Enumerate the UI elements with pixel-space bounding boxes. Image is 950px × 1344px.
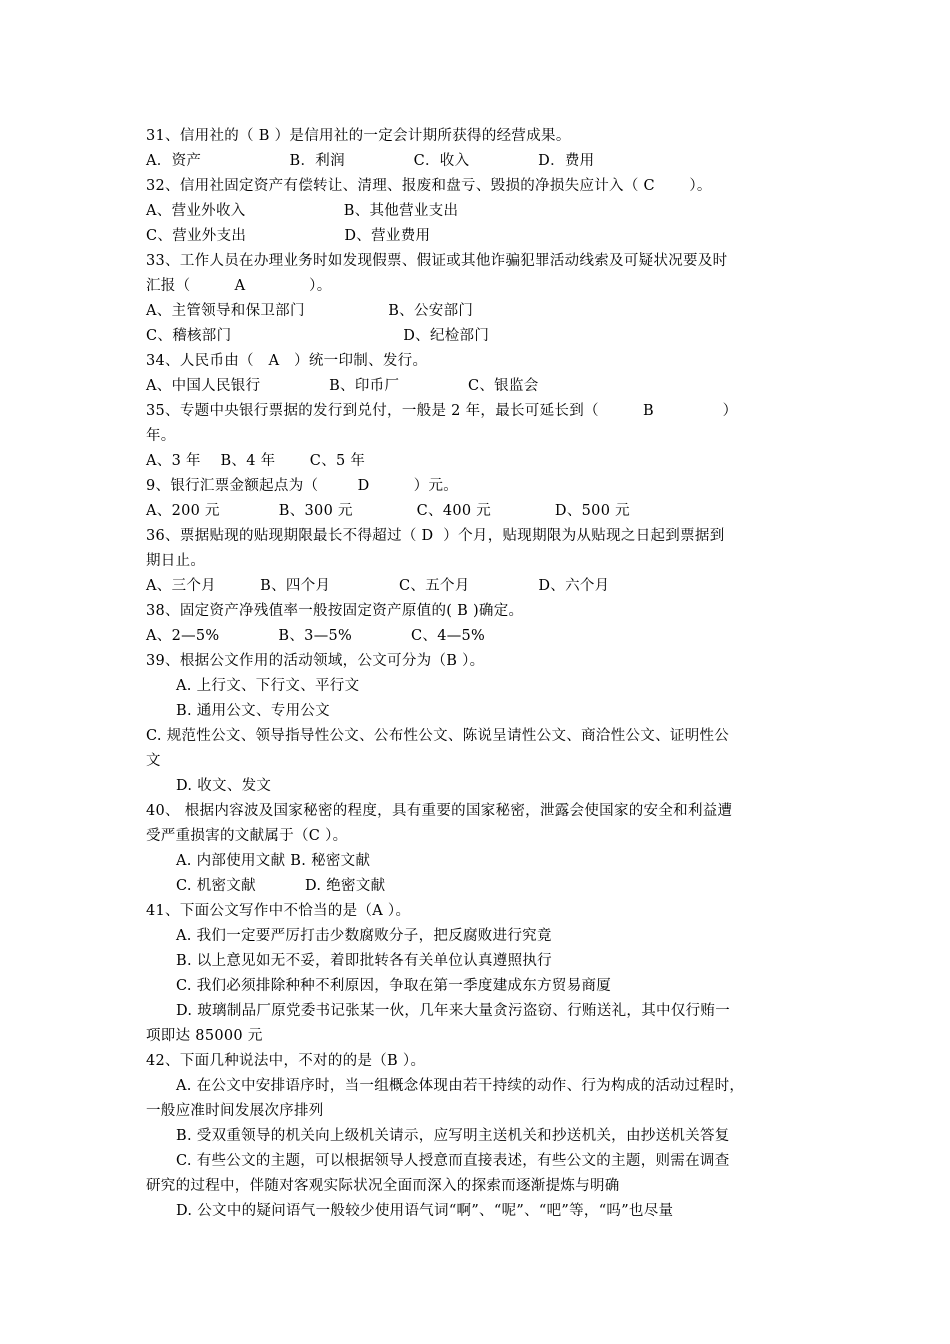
text-line: C. 有些公文的主题，可以根据领导人授意而直接表述，有些公文的主题，则需在调查: [176, 1153, 730, 1169]
text-line: 期日止。: [146, 553, 206, 569]
text-line: A、200 元 B、300 元 C、400 元 D、500 元: [146, 503, 630, 519]
text-line: B. 以上意见如无不妥，着即批转各有关单位认真遵照执行: [176, 953, 552, 969]
text-line: A、三个月 B、四个月 C、五个月 D、六个月: [146, 578, 610, 594]
text-line: 40、 根据内容波及国家秘密的程度，具有重要的国家秘密，泄露会使国家的安全和利益遭: [146, 803, 733, 819]
text-line: 一般应准时间发展次序排列: [146, 1103, 324, 1119]
text-line: 38、固定资产净残值率一般按固定资产原值的( B )确定。: [146, 603, 524, 619]
text-line: 35、专题中央银行票据的发行到兑付，一般是 2 年，最长可延长到（ B ）: [146, 403, 738, 419]
text-line: 41、下面公文写作中不恰当的是（A ）。: [146, 903, 411, 919]
text-line: A. 我们一定要严厉打击少数腐败分子，把反腐败进行究竟: [176, 928, 552, 944]
text-line: A、2—5% B、3—5% C、4—5%: [146, 628, 486, 644]
text-line: D. 公文中的疑问语气一般较少使用语气词“啊”、“呢”、“吧”等，“吗”也尽量: [176, 1203, 674, 1219]
text-line: 研究的过程中，伴随对客观实际状况全面而深入的探索而逐渐提炼与明确: [146, 1178, 620, 1194]
text-line: A、3 年 B、4 年 C、5 年: [146, 453, 366, 469]
text-line: 33、工作人员在办理业务时如发现假票、假证或其他诈骗犯罪活动线索及可疑状况要及时: [146, 253, 728, 269]
text-line: 文: [146, 753, 161, 769]
text-line: B. 通用公文、专用公文: [176, 703, 330, 719]
text-line: A、中国人民银行 B、印币厂 C、银监会: [146, 378, 539, 394]
text-line: 31、信用社的（ B ）是信用社的一定会计期所获得的经营成果。: [146, 128, 571, 144]
text-line: 汇报（ A ）。: [146, 278, 332, 294]
text-line: A、主管领导和保卫部门 B、公安部门: [146, 303, 474, 319]
text-line: C、营业外支出 D、营业费用: [146, 228, 431, 244]
text-line: 受严重损害的文献属于（C ）。: [146, 828, 348, 844]
document-body: [146, 124, 816, 1224]
text-line: 9、银行汇票金额起点为（ D ）元。: [146, 478, 459, 494]
text-line: 36、票据贴现的贴现期限最长不得超过（ D ）个月，贴现期限为从贴现之日起到票据到: [146, 528, 725, 544]
text-line: 42、下面几种说法中，不对的的是（B ）。: [146, 1053, 426, 1069]
text-line: C. 规范性公文、领导指导性公文、公布性公文、陈说呈请性公文、商洽性公文、证明性公: [146, 728, 730, 744]
text-line: 项即达 85000 元: [146, 1028, 263, 1044]
text-line: A. 内部使用文献 B. 秘密文献: [176, 853, 371, 869]
text-line: A. 在公文中安排语序时，当一组概念体现由若干持续的动作、行为构成的活动过程时，: [176, 1078, 745, 1094]
text-line: A．资产 B．利润 C．收入 D．费用: [146, 153, 595, 169]
text-line: 32、信用社固定资产有偿转让、清理、报废和盘亏、毁损的净损失应计入（ C ）。: [146, 178, 712, 194]
text-line: B. 受双重领导的机关向上级机关请示，应写明主送机关和抄送机关，由抄送机关答复: [176, 1128, 730, 1144]
text-line: C. 我们必须排除种种不利原因，争取在第一季度建成东方贸易商厦: [176, 978, 612, 994]
text-line: C. 机密文献 D. 绝密文献: [176, 878, 386, 894]
text-line: 34、人民币由（ A ）统一印制、发行。: [146, 353, 428, 369]
text-line: A、营业外收入 B、其他营业支出: [146, 203, 459, 219]
text-line: D. 玻璃制品厂原党委书记张某一伙，几年来大量贪污盗窃、行贿送礼，其中仅行贿一: [176, 1003, 731, 1019]
text-line: 年。: [146, 428, 176, 444]
text-line: 39、根据公文作用的活动领域，公文可分为（B ）。: [146, 653, 485, 669]
text-line: A. 上行文、下行文、平行文: [176, 678, 360, 694]
text-line: D. 收文、发文: [176, 778, 272, 794]
text-line: C、稽核部门 D、纪检部门: [146, 328, 490, 344]
